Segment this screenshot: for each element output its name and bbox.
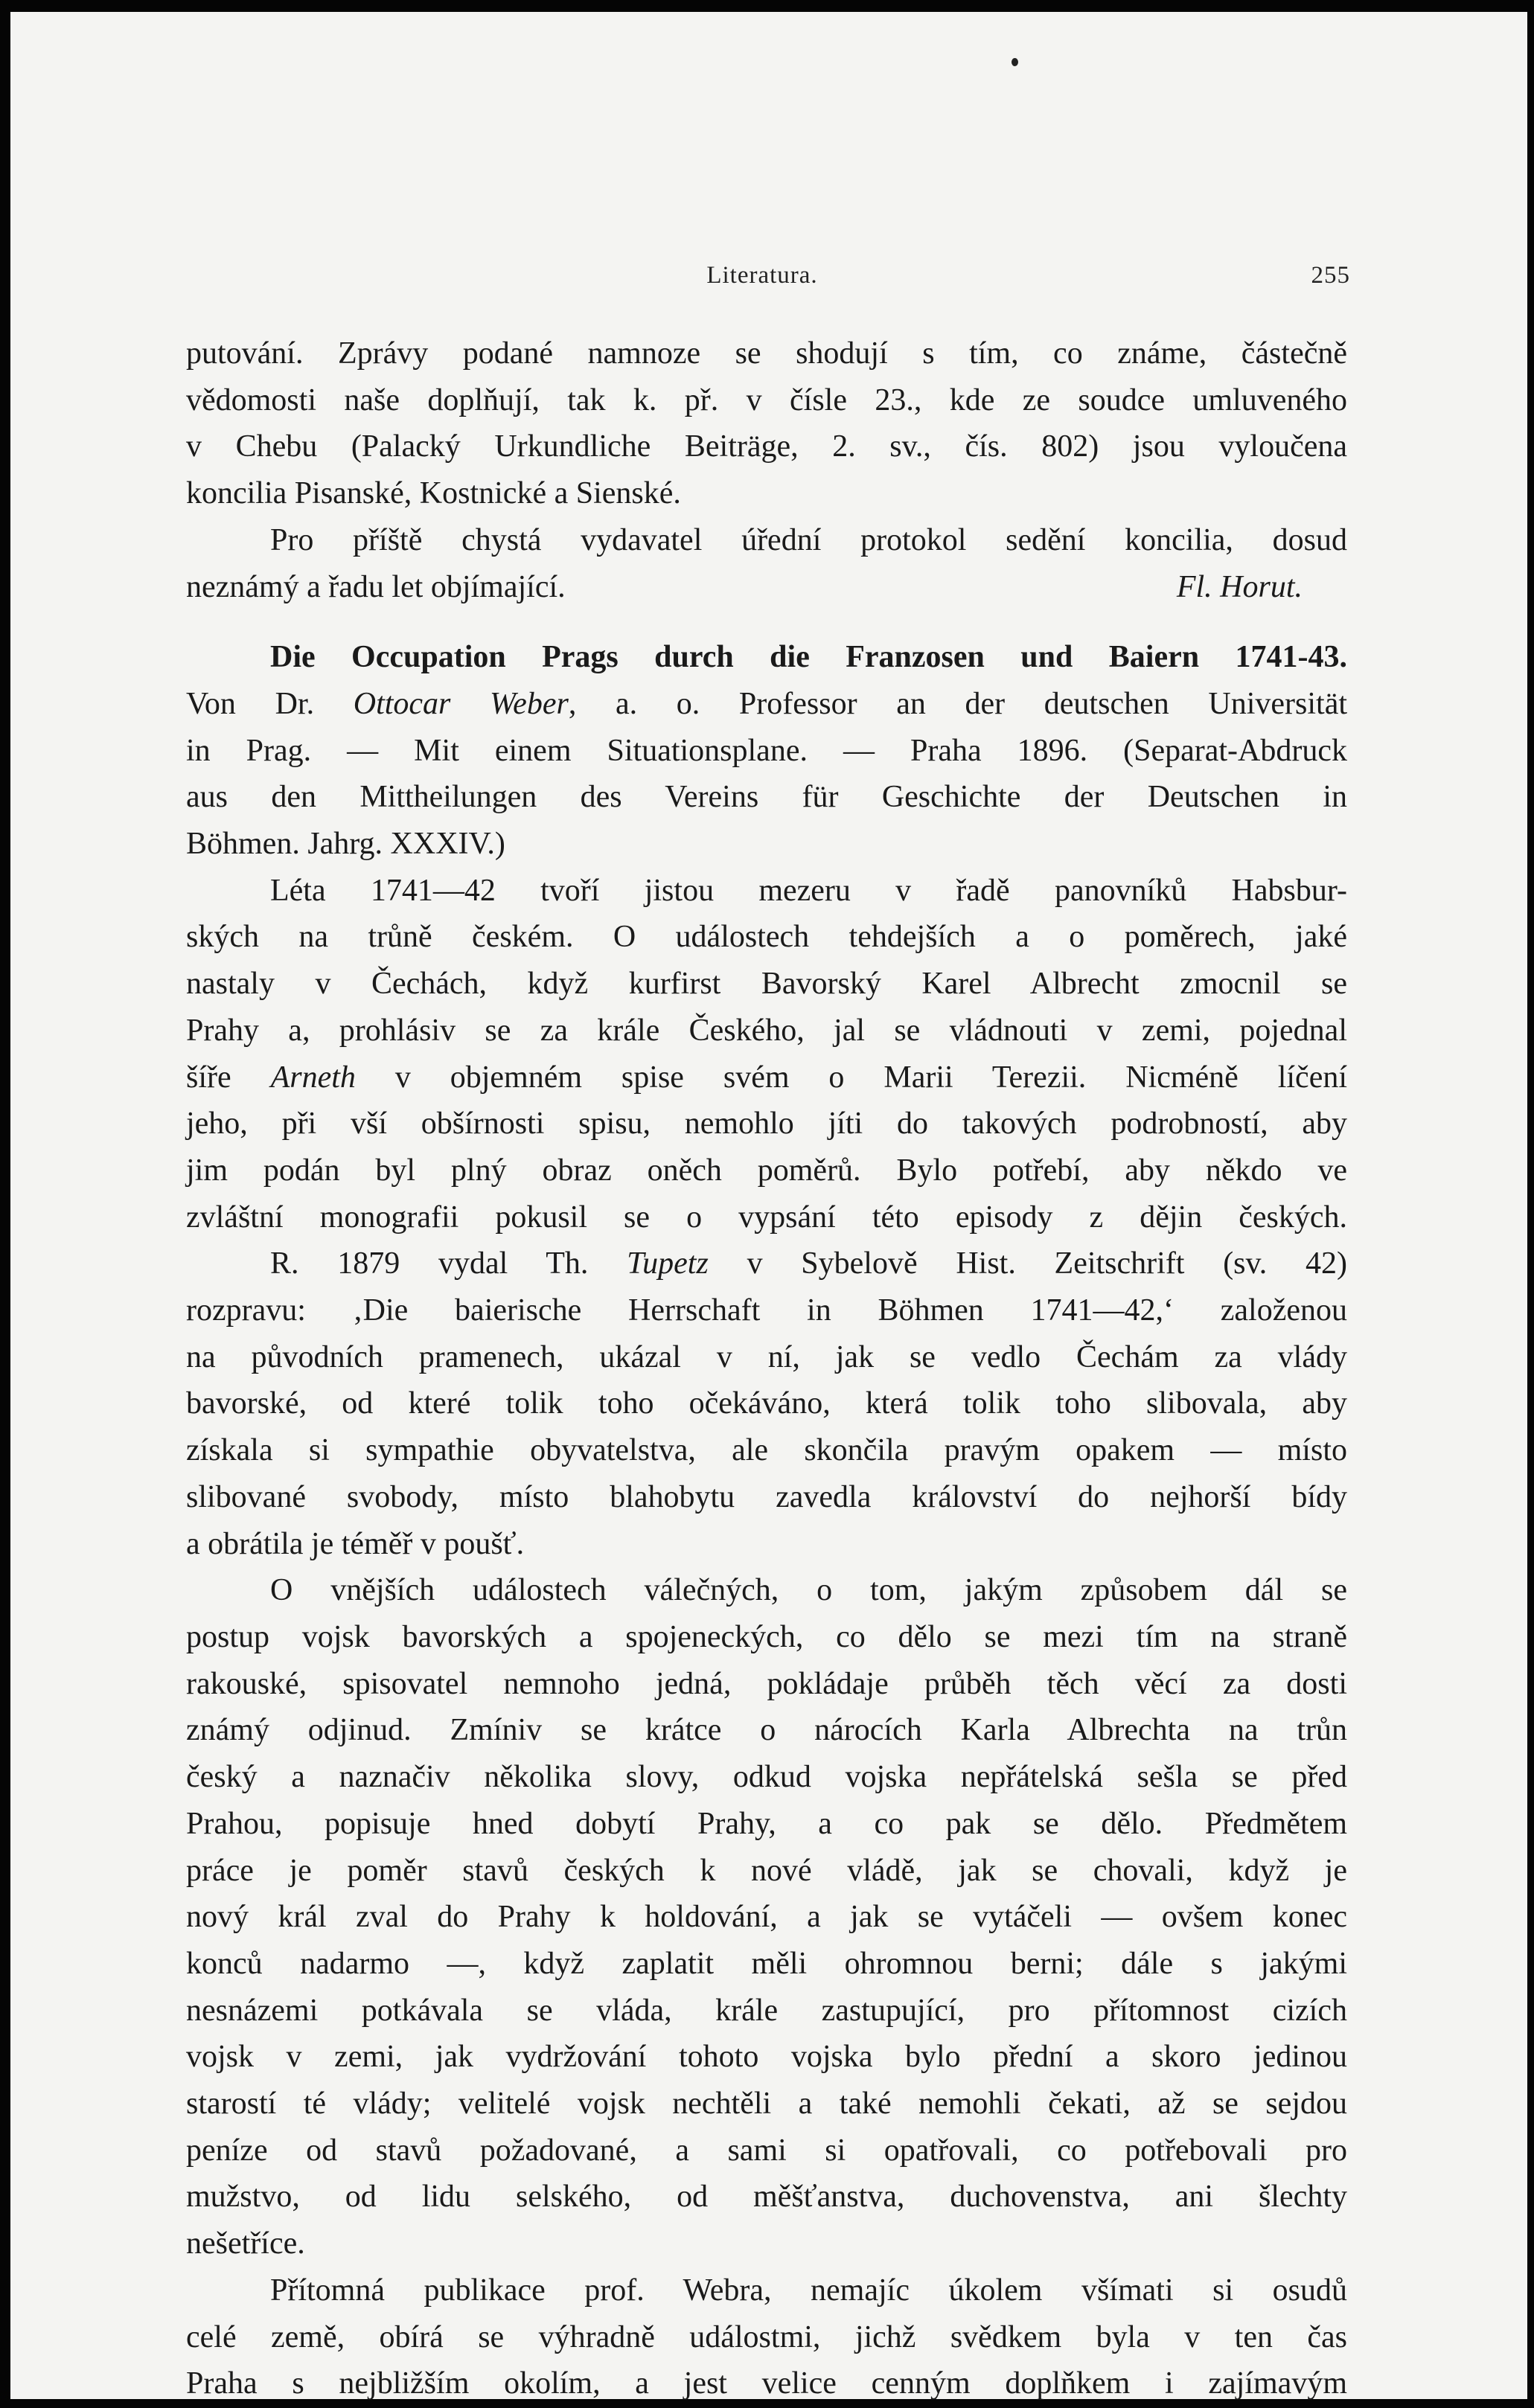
text-line: na původních pramenech, ukázal v ní, jak se vedlo Čechám za vlády — [186, 1339, 1347, 1374]
text-line: nový král zval do Prahy k holdování, a jak se vytáčeli — ovšem konec — [186, 1900, 1347, 1935]
text-line: Léta 1741—42 tvoří jistou mezeru v řadě panovníků Habsbur- — [270, 873, 1347, 908]
text-line: Praha s nejbližším okolím, a jest velice cenným doplňkem i zajímavým — [186, 2366, 1347, 2401]
text-line: rozpravu: ‚Die baierische Herrschaft in Böhmen 1741—42,‘ založenou — [186, 1293, 1347, 1328]
text-line: Prahy a, prohlásiv se za krále Českého, jal se vládnouti v zemi, pojednal — [186, 1013, 1347, 1048]
text-line-with-signature — [186, 564, 1347, 611]
text-line: Pro příště chystá vydavatel úřední protokol sedění koncilia, dosud — [270, 522, 1347, 557]
text-line: jim podán byl plný obraz oněch poměrů. Bylo potřebí, aby někdo ve — [186, 1153, 1347, 1188]
text-fragment: v objemném spise svém o Marii Terezii. Nicméně líčení — [394, 1060, 1348, 1095]
text-line: vojsk v zemi, jak vydržování tohoto vojska bylo přední a skoro jedinou — [186, 2040, 1347, 2075]
text-line: koncilia Pisanské, Kostnické a Sienské. — [186, 476, 681, 511]
text-line: in Prag. — Mit einem Situationsplane. — Praha 1896. (Separat-Abdruck — [186, 733, 1347, 768]
cited-author: Arneth — [270, 1060, 356, 1095]
text-line: peníze od stavů požadované, a sami si opatřovali, co potřebovali pro — [186, 2133, 1347, 2168]
text-line: vědomosti naše doplňují, tak k. př. v čísle 23., kde ze soudce umluveného — [186, 382, 1347, 417]
text-line: ských na trůně českém. O událostech tehdejších a o poměrech, jaké — [186, 920, 1347, 955]
text-line — [186, 1240, 1347, 1287]
text-line: nastaly v Čechách, když kurfirst Bavorský Karel Albrecht zmocnil se — [186, 967, 1347, 1002]
text-line: putování. Zprávy podané namnoze se shodují s tím, co známe, částečně — [186, 336, 1347, 371]
text-line: neznámý a řadu let objímající. — [186, 569, 566, 604]
review-heading: Die Occupation Prags durch die Franzosen und Baiern 1741-43. — [270, 640, 1347, 675]
text-line: starostí té vlády; velitelé vojsk nechtěli a také nemohli čekati, až se sejdou — [186, 2087, 1347, 2122]
section-gap — [186, 610, 1347, 634]
text-line: a obrátila je téměř v poušť. — [186, 1526, 525, 1561]
text-line: práce je poměr stavů českých k nové vládě, jak se chovali, když je — [186, 1853, 1347, 1888]
text-line: slibované svobody, místo blahobytu zavedla království do nejhorší bídy — [186, 1479, 1347, 1514]
text-line: Prahou, popisuje hned dobytí Prahy, a co pak se dělo. Předmětem — [186, 1806, 1347, 1841]
author-name: Ottocar Weber — [353, 686, 569, 721]
text-line: získala si sympathie obyvatelstva, ale skončila pravým opakem — místo — [186, 1433, 1347, 1468]
text-line: aus den Mittheilungen des Vereins für Geschichte der Deutschen in — [186, 780, 1347, 815]
text-line: známý odjinud. Zmíniv se krátce o nárocích Karla Albrechta na trůn — [186, 1713, 1347, 1748]
text-fragment: R. 1879 vydal Th. — [270, 1246, 589, 1281]
running-header — [174, 262, 1350, 299]
text-line — [186, 681, 1347, 728]
book-page — [10, 12, 1527, 2399]
cited-author: Tupetz — [627, 1246, 709, 1281]
text-line: konců nadarmo —, když zaplatit měli ohromnou berni; dále s jakými — [186, 1946, 1347, 1981]
text-line: postup vojsk bavorských a spojeneckých, co dělo se mezi tím na straně — [186, 1619, 1347, 1654]
text-line: český a naznačiv několika slovy, odkud vojska nepřátelská sešla se před — [186, 1760, 1347, 1795]
body-text — [186, 330, 1347, 2407]
text-line: jeho, při vší obšírnosti spisu, nemohlo jíti do takových podrobností, aby — [186, 1107, 1347, 1141]
text-fragment: v Sybelově Hist. Zeitschrift (sv. 42) — [747, 1246, 1348, 1281]
text-line: O vnějších událostech válečných, o tom, jakým způsobem dál se — [270, 1573, 1347, 1608]
text-line: mužstvo, od lidu selského, od měšťanstva, duchovenstva, ani šlechty — [186, 2180, 1347, 2215]
header-title: Literatura. — [706, 262, 818, 289]
text-line: rakouské, spisovatel nemnoho jedná, pokládaje průběh těch věcí za dosti — [186, 1666, 1347, 1701]
text-fragment: šíře — [186, 1060, 231, 1095]
page-number: 255 — [1311, 262, 1350, 289]
ink-dot — [1012, 58, 1018, 66]
text-line: bavorské, od které tolik toho očekáváno, která tolik toho slibovala, aby — [186, 1386, 1347, 1421]
text-fragment: Von Dr. — [186, 686, 315, 721]
text-line: Böhmen. Jahrg. XXXIV.) — [186, 827, 505, 862]
text-line — [186, 1054, 1347, 1101]
text-line: zvláštní monografii pokusil se o vypsání této episody z dějin českých. — [186, 1200, 1347, 1235]
text-line: nesnázemi potkávala se vláda, krále zastupující, pro přítomnost cizích — [186, 1993, 1347, 2028]
text-line: Přítomná publikace prof. Webra, nemajíc úkolem všímati si osudů — [270, 2273, 1347, 2308]
text-line: celé země, obírá se výhradně událostmi, jichž svědkem byla v ten čas — [186, 2319, 1347, 2354]
text-line: nešetříce. — [186, 2226, 305, 2261]
text-line: v Chebu (Palacký Urkundliche Beiträge, 2. sv., čís. 802) jsou vyloučena — [186, 429, 1347, 464]
text-fragment: , a. o. Professor an der deutschen Universität — [568, 686, 1348, 721]
reviewer-signature: Fl. Horut. — [1176, 569, 1303, 604]
